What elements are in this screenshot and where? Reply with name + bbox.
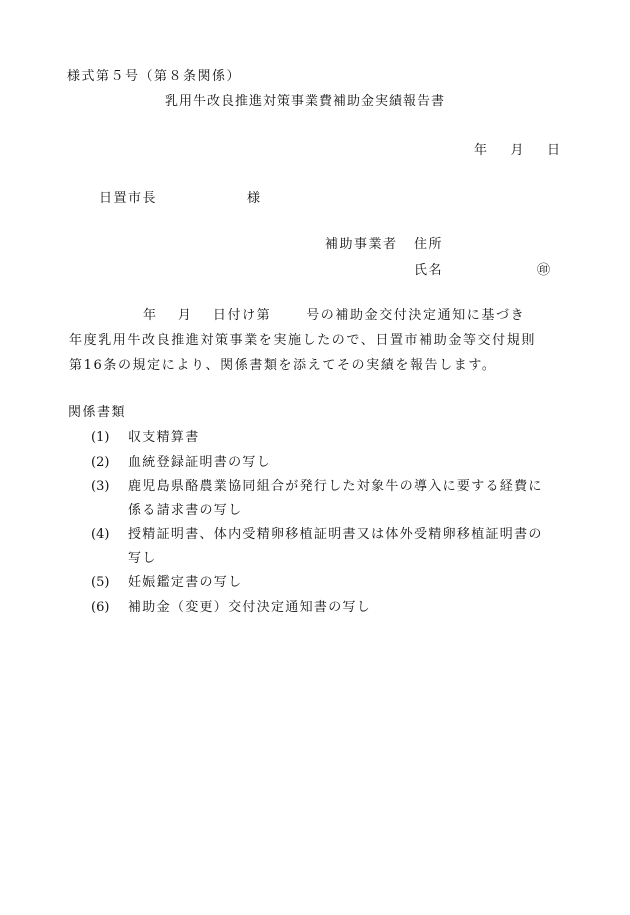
addressee-name: 日置市長 xyxy=(99,191,158,206)
document-item xyxy=(91,431,200,444)
document-item-number: (1) xyxy=(91,430,110,445)
date-month-label: 月 xyxy=(510,143,526,158)
applicant-name-label: 氏名 xyxy=(414,263,444,278)
document-item-number: (5) xyxy=(91,575,110,590)
document-item-number: (6) xyxy=(91,600,110,615)
document-item-text: 補助金（変更）交付決定通知書の写し xyxy=(128,600,372,615)
document-item-text: 収支精算書 xyxy=(128,430,200,445)
addressee xyxy=(99,191,262,206)
date-line xyxy=(474,144,562,157)
applicant-address-label: 住所 xyxy=(414,237,444,252)
document-item-text: 血統登録証明書の写し xyxy=(128,455,272,470)
body-text-line-2: 年度乳用牛改良推進対策事業を実施したので、日置市補助金等交付規則 xyxy=(69,333,536,348)
body-text-line-3: 第16条の規定により、関係書類を添えてその実績を報告します。 xyxy=(69,358,497,373)
addressee-honorific: 様 xyxy=(247,191,262,206)
document-item xyxy=(91,480,543,493)
document-item-number: (2) xyxy=(91,455,110,470)
document-item-text: 妊娠鑑定書の写し xyxy=(128,575,243,590)
body-text-line-1: 年 月 日付け第 号の補助金交付決定通知に基づき xyxy=(143,308,526,323)
document-item xyxy=(91,576,242,589)
date-day-label: 日 xyxy=(547,143,562,158)
documents-heading: 関係書類 xyxy=(68,405,127,420)
document-item-number: (4) xyxy=(91,527,110,542)
form-number: 様式第５号（第８条関係） xyxy=(67,69,242,84)
document-item xyxy=(91,528,543,541)
document-item xyxy=(91,601,371,614)
document-item-text: 鹿児島県酪農業協同組合が発行した対象牛の導入に要する経費に xyxy=(128,479,543,494)
document-item-continuation: 係る請求書の写し xyxy=(128,503,243,518)
document-title: 乳用牛改良推進対策事業費補助金実績報告書 xyxy=(165,94,446,109)
document-item-continuation: 写し xyxy=(128,551,157,566)
document-item xyxy=(91,456,271,469)
document-item-text: 授精証明書、体内受精卵移植証明書又は体外受精卵移植証明書の xyxy=(128,527,543,542)
applicant-role: 補助事業者 xyxy=(325,237,398,252)
date-year-label: 年 xyxy=(474,143,489,158)
document-item-number: (3) xyxy=(91,479,110,494)
seal-mark: ㊞ xyxy=(537,263,552,278)
